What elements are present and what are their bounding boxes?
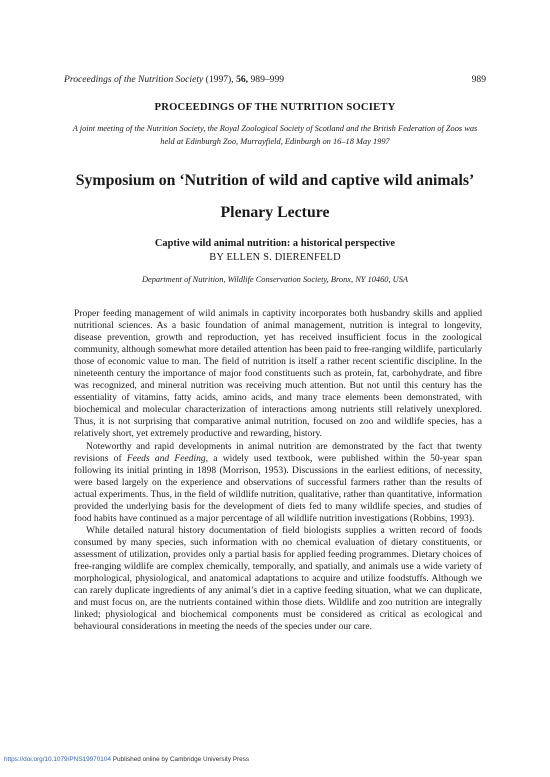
running-head — [64, 74, 486, 86]
publisher-note: Published online by Cambridge University Press — [110, 756, 250, 763]
page-number: 989 — [471, 74, 486, 85]
body-paragraph-3: While detailed natural history documentation of field biologists supplies a written record of foods consumed by many species, such information with no chemical evaluation of dietary constituents, or assessment of utilization, provides only a partial basis for applied feeding programmes. Dietary choices of free-ranging wildlife are complex chemically, temporally, and spatially, and animals use a wide variety of morphological, physiological, and anatomical adaptations to acquire and utilize foodstuffs. Although we can rarely duplicate ingredients of any animal’s diet in a captive feeding situation, what we can duplicate, and must focus on, are the nutrients contained within those diets. Wildlife and zoo nutrition are integrally linked; physiological and biochemical components must be considered as critical as ecological and behavioural considerations in meeting the needs of the species under our care. — [74, 524, 482, 633]
book-title: Feeds and Feeding — [126, 452, 206, 464]
society-heading: PROCEEDINGS OF THE NUTRITION SOCIETY — [154, 102, 396, 113]
body-paragraph-2 — [74, 441, 482, 525]
plenary-heading: Plenary Lecture — [220, 204, 330, 221]
article-title: Captive wild animal nutrition: a historical perspective — [154, 238, 396, 249]
author-affiliation: Department of Nutrition, Wildlife Conservation Society, Bronx, NY 10460, USA — [141, 275, 409, 284]
journal-volume: 56, — [236, 74, 249, 85]
paragraph-2-text-end: , a widely used textbook, were published within the 50-year span following its initial printing in 1898 (Morrison, 1953). Discussions in the earliest editions, of necessity, were based largely on the experience and observations of successful farmers rather than the results of actual experiments. Thus, in the field of wildlife nutrition, qualitative, rather than quantitative, information provided the underlying basis for the development of diets fed to many wildlife species, and studies of food habits have continued as a major percentage of all wildlife nutrition investigations (Robbins, 1993). — [74, 452, 482, 524]
journal-year: (1997), — [205, 74, 234, 85]
article-body — [74, 308, 482, 633]
symposium-title: Symposium on ‘Nutrition of wild and captive wild animals’ — [75, 172, 475, 189]
body-paragraph-1: Proper feeding management of wild animals in captivity incorporates both husbandry skills and applied nutritional sciences. As a basic foundation of animal management, nutrition is integral to longevity, disease prevention, growth and reproduction, yet has received insufficient focus in the zoological community, although somewhat more detailed attention has been paid to free-ranging wildlife, particularly those of economic value to man. The field of nutrition is itself a rather recent scientific discipline. In the nineteenth century the importance of major food constituents such as protein, fat, carbohydrate, and fibre was recognized, and mineral nutrition was receiving much attention. But not until this century has the essentiality of vitamins, fatty acids, amino acids, and many trace elements been demonstrated, with biochemical and molecular characterization of interactions among nutrients still relatively unexplored. Thus, it is not surprising that comparative animal nutrition, focused on zoo and wildlife species, has a relatively short, yet extremely productive and rewarding, history. — [74, 308, 482, 440]
page-footer — [4, 756, 544, 763]
meeting-note: A joint meeting of the Nutrition Society, the Royal Zoological Society of Scotland and the British Federation of Zoos was held at Edinburgh Zoo, Murrayfield, Edinburgh on 16–18 May 1997 — [72, 124, 478, 146]
paragraph-2-text-start: Noteworthy and rapid developments in animal nutrition are demonstrated by the fact that twenty revisions of — [74, 440, 482, 464]
doi-link[interactable]: https://doi.org/10.1079/PNS19970104 — [4, 756, 111, 763]
author-byline: BY ELLEN S. DIERENFELD — [209, 252, 341, 263]
journal-pages: 989–999 — [250, 74, 285, 85]
journal-name: Proceedings of the Nutrition Society — [64, 74, 204, 85]
